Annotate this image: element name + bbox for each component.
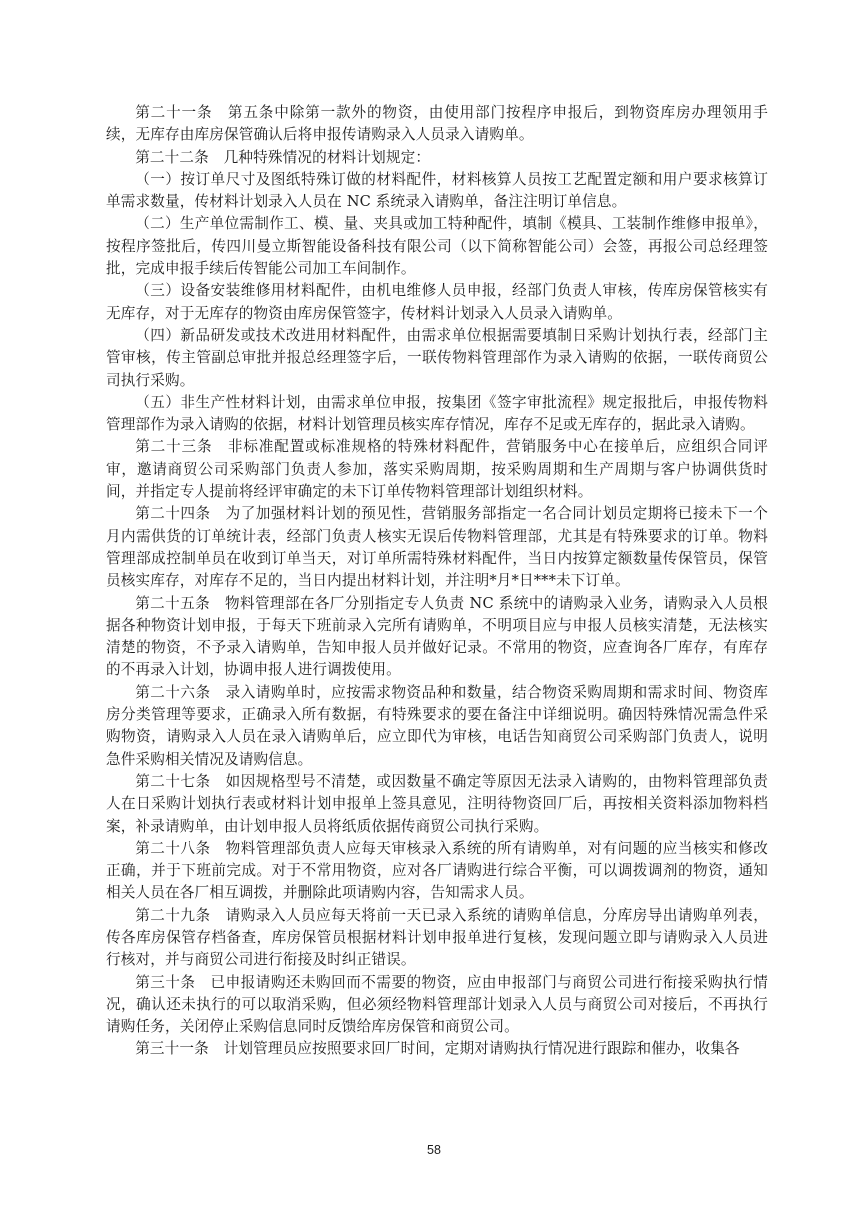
article-22-item-2: （二）生产单位需制作工、模、量、夹具或加工特种配件，填制《模具、工装制作维修申报单》，按程序签批后，传四川曼立斯智能设备科技有限公司（以下简称智能公司）会签，再报公司总经理签批，完成申报手续后传智能公司加工车间制作。: [106, 215, 768, 278]
article-22-item-4: （四）新品研发或技术改进用材料配件，由需求单位根据需要填制日采购计划执行表，经部门主管审核，传主管副总审批并报总经理签字后，一联传物料管理部作为录入请购的依据，一联传商贸公司执行采购。: [106, 326, 768, 389]
article-22-item-1: （一）按订单尺寸及图纸特殊订做的材料配件，材料核算人员按工艺配置定额和用户要求核算订单需求数量，传材料计划录入人员在 NC 系统录入请购单，备注注明订单信息。: [106, 170, 768, 211]
article-30: 第三十条 已申报请购还未购回而不需要的物资，应由申报部门与商贸公司进行衔接采购执行情况，确认还未执行的可以取消采购，但必须经物料管理部计划录入人员与商贸公司对接后，不再执行请购任务，关闭停止采购信息同时反馈给库房保管和商贸公司。: [106, 973, 768, 1036]
article-22-item-5: （五）非生产性材料计划，由需求单位申报，按集团《签字审批流程》规定报批后，申报传物料管理部作为录入请购的依据，材料计划管理员核实库存情况，库存不足或无库存的，据此录入请购。: [106, 393, 768, 434]
body-text: [106, 102, 768, 1061]
article-27: 第二十七条 如因规格型号不清楚，或因数量不确定等原因无法录入请购的，由物料管理部负责人在日采购计划执行表或材料计划申报单上签具意见，注明待物资回厂后，再按相关资料添加物料档案，补录请购单，由计划申报人员将纸质依据传商贸公司执行采购。: [106, 772, 768, 835]
article-22-item-3: （三）设备安装维修用材料配件，由机电维修人员申报，经部门负责人审核，传库房保管核实有无库存，对于无库存的物资由库房保管签字，传材料计划录入人员录入请购单。: [106, 282, 768, 322]
article-25: 第二十五条 物料管理部在各厂分别指定专人负责 NC 系统中的请购录入业务，请购录入人员根据各种物资计划申报，于每天下班前录入完所有请购单，不明项目应与申报人员核实清楚，无法核实清楚的物资，不予录入请购单，告知申报人员并做好记录。不常用的物资，应查询各厂库存，有库存的不再录入计划，协调申报人进行调拨使用。: [106, 594, 768, 679]
article-24: 第二十四条 为了加强材料计划的预见性，营销服务部指定一名合同计划员定期将已接未下一个月内需供货的订单统计表，经部门负责人核实无误后传物料管理部，尤其是有特殊要求的订单。物料管理部成控制单员在收到订单当天，对订单所需特殊材料配件，当日内按算定额数量传保管员，保管员核实库存，对库存不足的，当日内提出材料计划，并注明*月*日***未下订单。: [106, 505, 768, 590]
article-31: 第三十一条 计划管理员应按照要求回厂时间，定期对请购执行情况进行跟踪和催办，收集各: [135, 1040, 740, 1058]
article-21: 第二十一条 第五条中除第一款外的物资，由使用部门按程序申报后，到物资库房办理领用手续，无库存由库房保管确认后将申报传请购录入人员录入请购单。: [106, 104, 768, 144]
article-26: 第二十六条 录入请购单时，应按需求物资品种和数量，结合物资采购周期和需求时间、物资库房分类管理等要求，正确录入所有数据，有特殊要求的要在备注中详细说明。确因特殊情况需急件采购物资，请购录入人员在录入请购单后，应立即代为审核，电话告知商贸公司采购部门负责人，说明急件采购相关情况及请购信息。: [106, 683, 768, 768]
article-22: 第二十二条 几种特殊情况的材料计划规定：: [135, 148, 431, 166]
page-number: 58: [427, 1143, 441, 1157]
article-29: 第二十九条 请购录入人员应每天将前一天已录入系统的请购单信息，分库房导出请购单列表，传各库房保管存档备查，库房保管员根据材料计划申报单进行复核，发现问题立即与请购录入人员进行核对，并与商贸公司进行衔接及时纠正错误。: [106, 906, 768, 969]
article-23: 第二十三条 非标准配置或标准规格的特殊材料配件，营销服务中心在接单后，应组织合同评审，邀请商贸公司采购部门负责人参加，落实采购周期，按采购周期和生产周期与客户协调供货时间，并指定专人提前将经评审确定的未下订单传物料管理部计划组织材料。: [106, 438, 768, 501]
article-28: 第二十八条 物料管理部负责人应每天审核录入系统的所有请购单，对有问题的应当核实和修改正确，并于下班前完成。对于不常用物资，应对各厂请购进行综合平衡，可以调拨调剂的物资，通知相关人员在各厂相互调拨，并删除此项请购内容，告知需求人员。: [106, 839, 768, 902]
